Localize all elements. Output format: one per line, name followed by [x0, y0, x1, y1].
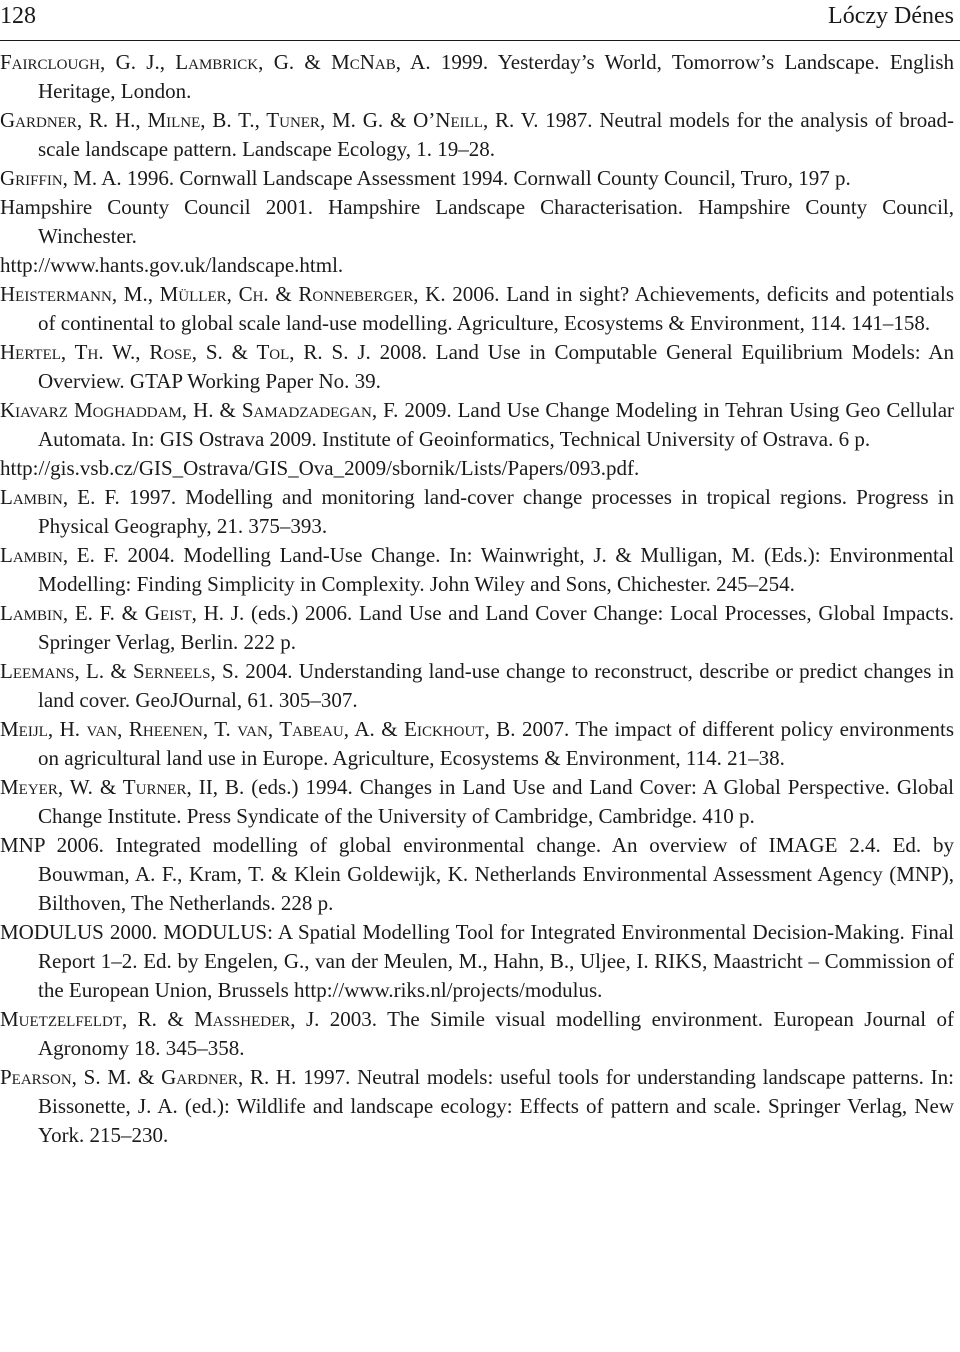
reference-entry — [0, 599, 954, 657]
reference-authors: Kiavarz Moghaddam, H. & Samadzadegan, F. — [0, 398, 399, 422]
reference-list — [0, 48, 954, 1150]
reference-authors: Lambin, E. F. & Geist, H. J. — [0, 601, 245, 625]
reference-entry — [0, 280, 954, 338]
reference-text: 2009. Land Use Change Modeling in Tehran Using Geo Cellular Automata. In: GIS Ostrava 2009. Institute of Geoinformatics, Technical University of Ostrava. 6 p. — [38, 398, 955, 451]
running-head — [0, 0, 960, 36]
reference-text: 2007. The impact of different policy environments on agricultural land use in Europe. Agriculture, Ecosystems & Environment, 114. 21–38. — [38, 717, 954, 770]
reference-text: (eds.) 1994. Changes in Land Use and Land Cover: A Global Perspective. Global Change Institute. Press Syndicate of the University of Cambridge, Cambridge. 410 p. — [38, 775, 954, 828]
reference-text: Hampshire County Council 2001. Hampshire Landscape Characterisation. Hampshire County Council, Winchester. — [0, 195, 954, 248]
reference-entry — [0, 164, 954, 193]
reference-text: http://gis.vsb.cz/GIS_Ostrava/GIS_Ova_2009/sbornik/Lists/Papers/093.pdf. — [0, 456, 640, 480]
reference-text: 1996. Cornwall Landscape Assessment 1994. Cornwall County Council, Truro, 197 p. — [121, 166, 851, 190]
reference-text: 2008. Land Use in Computable General Equilibrium Models: An Overview. GTAP Working Paper No. 39. — [38, 340, 954, 393]
reference-authors: Muetzelfeldt, R. & Massheder, J. — [0, 1007, 320, 1031]
reference-authors: Meijl, H. van, Rheenen, T. van, Tabeau, A. & Eickhout, B. — [0, 717, 516, 741]
reference-entry — [0, 396, 954, 454]
reference-entry — [0, 918, 954, 1005]
reference-entry — [0, 773, 954, 831]
reference-text: 2006. Land in sight? Achievements, deficits and potentials of continental to global scale land-use modelling. Agriculture, Ecosystems & Environment, 114. 141–158. — [38, 282, 954, 335]
reference-entry — [0, 541, 954, 599]
reference-text: MNP 2006. Integrated modelling of global environmental change. An overview of IMAGE 2.4. Ed. by Bouwman, A. F., Kram, T. & Klein Goldewijk, K. Netherlands Environmental Assessment Agency (MNP), Bilthoven, The Netherlands. 228 p. — [0, 833, 954, 915]
reference-url — [0, 251, 954, 280]
reference-authors: Griffin, M. A. — [0, 166, 122, 190]
reference-entry — [0, 715, 954, 773]
reference-text: 2003. The Simile visual modelling environment. European Journal of Agronomy 18. 345–358. — [38, 1007, 955, 1060]
reference-authors: Hertel, Th. W., Rose, S. & Tol, R. S. J. — [0, 340, 371, 364]
reference-text: 1997. Neutral models: useful tools for understanding landscape patterns. In: Bissonette, J. A. (ed.): Wildlife and landscape ecology: Effects of pattern and scale. Springer Verlag, New York. 215–230. — [38, 1065, 954, 1147]
reference-entry — [0, 1005, 954, 1063]
reference-entry — [0, 193, 954, 251]
reference-entry — [0, 1063, 954, 1150]
reference-text: 2004. Understanding land-use change to reconstruct, describe or predict changes in land cover. GeoJOurnal, 61. 305–307. — [38, 659, 954, 712]
page-number: 128 — [0, 3, 36, 29]
reference-entry — [0, 106, 954, 164]
reference-authors: Pearson, S. M. & Gardner, R. H. — [0, 1065, 297, 1089]
reference-entry — [0, 483, 954, 541]
reference-url — [0, 454, 954, 483]
reference-text: 1987. Neutral models for the analysis of broad-scale landscape pattern. Landscape Ecology, 1. 19–28. — [38, 108, 955, 161]
reference-authors: Fairclough, G. J., Lambrick, G. & McNab, A. — [0, 50, 431, 74]
reference-authors: Meyer, W. & Turner, II, B. — [0, 775, 245, 799]
reference-authors: Leemans, L. & Serneels, S. — [0, 659, 239, 683]
reference-authors: Heistermann, M., Müller, Ch. & Ronneberger, K. — [0, 282, 446, 306]
reference-text: (eds.) 2006. Land Use and Land Cover Change: Local Processes, Global Impacts. Springer Verlag, Berlin. 222 p. — [38, 601, 954, 654]
reference-text: MODULUS 2000. MODULUS: A Spatial Modelling Tool for Integrated Environmental Decision-Making. Final Report 1–2. Ed. by Engelen, G., van der Meulen, M., Hahn, B., Uljee, I. RIKS, Maastricht – Commission of the European Union, Brussels http://www.riks.nl/projects/modulus. — [0, 920, 954, 1002]
reference-entry — [0, 48, 954, 106]
reference-entry — [0, 831, 954, 918]
reference-text: 1999. Yesterday’s World, Tomorrow’s Landscape. English Heritage, London. — [38, 50, 955, 103]
reference-authors: Lambin, E. F. — [0, 543, 119, 567]
reference-text: http://www.hants.gov.uk/landscape.html. — [0, 253, 344, 277]
reference-entry — [0, 657, 954, 715]
reference-authors: Lambin, E. F. — [0, 485, 120, 509]
header-rule — [0, 40, 960, 41]
reference-text: 2004. Modelling Land-Use Change. In: Wainwright, J. & Mulligan, M. (Eds.): Environmental Modelling: Finding Simplicity in Complexity. John Wiley and Sons, Chichester. 245–254. — [38, 543, 955, 596]
reference-entry — [0, 338, 954, 396]
reference-text: 1997. Modelling and monitoring land-cover change processes in tropical regions. Progress in Physical Geography, 21. 375–393. — [38, 485, 955, 538]
reference-authors: Gardner, R. H., Milne, B. T., Tuner, M. G. & O’Neill, R. V. — [0, 108, 539, 132]
running-head-author: Lóczy Dénes — [828, 3, 954, 29]
